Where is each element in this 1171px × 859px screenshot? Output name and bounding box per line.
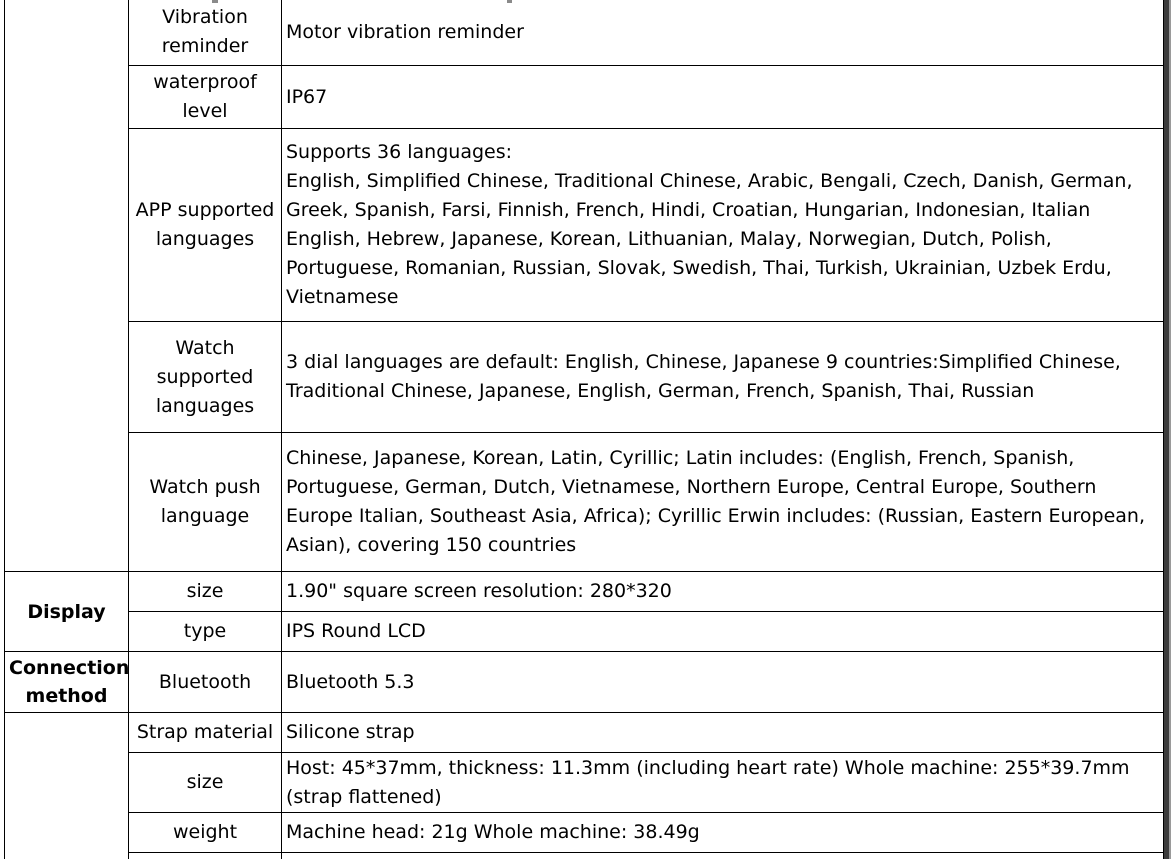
property-cell: Vibration reminder <box>129 0 282 66</box>
property-cell: waterproof level <box>129 66 282 129</box>
table-row <box>5 853 1164 859</box>
category-cell-connection: Connection method <box>5 652 129 713</box>
property-cell: type <box>129 612 282 652</box>
table-row <box>5 572 1164 612</box>
table-row <box>5 66 1164 129</box>
table-row <box>5 129 1164 322</box>
value-cell: Machine head: 21g Whole machine: 38.49g <box>282 813 1164 853</box>
value-cell: Motor vibration reminder <box>282 0 1164 66</box>
category-cell-physical <box>5 713 129 859</box>
table-row <box>5 0 1164 66</box>
property-cell: APP supported languages <box>129 129 282 322</box>
value-cell: IPS Round LCD <box>282 612 1164 652</box>
value-cell: 1.90" square screen resolution: 280*320 <box>282 572 1164 612</box>
property-cell: weight <box>129 813 282 853</box>
value-cell: IP67 <box>282 66 1164 129</box>
value-cell: Host: 45*37mm, thickness: 11.3mm (including heart rate) Whole machine: 255*39.7mm (strap flattened) <box>282 753 1164 813</box>
property-cell: Strap material <box>129 713 282 753</box>
property-cell: size <box>129 753 282 813</box>
table-row <box>5 753 1164 813</box>
table-row <box>5 433 1164 572</box>
value-cell: Supports 36 languages: English, Simplified Chinese, Traditional Chinese, Arabic, Bengali, Czech, Danish, German, Greek, Spanish, Farsi, Finnish, French, Hindi, Croatian, Hungarian, Indonesian, Italian English, Hebrew, Japanese, Korean, Lithuanian, Malay, Norwegian, Dutch, Polish, Portuguese, Romanian, Russian, Slovak, Swedish, Thai, Turkish, Ukrainian, Uzbek Erdu, Vietnamese <box>282 129 1164 322</box>
value-cell: Chinese, Japanese, Korean, Latin, Cyrillic; Latin includes: (English, French, Spanish, Portuguese, German, Dutch, Vietnamese, Northern Europe, Central Europe, Southern Europe Italian, Southeast Asia, Africa); Cyrillic Erwin includes: (Russian, Eastern European, Asian), covering 150 countries <box>282 433 1164 572</box>
table-row <box>5 713 1164 753</box>
value-cell: 3 dial languages are default: English, Chinese, Japanese 9 countries:Simplified Chinese, Traditional Chinese, Japanese, English, German, French, Spanish, Thai, Russian <box>282 322 1164 433</box>
value-cell <box>282 853 1164 859</box>
table-row <box>5 612 1164 652</box>
category-cell-display: Display <box>5 572 129 652</box>
value-cell: Bluetooth 5.3 <box>282 652 1164 713</box>
value-cell: Silicone strap <box>282 713 1164 753</box>
property-cell: size <box>129 572 282 612</box>
property-cell <box>129 853 282 859</box>
spec-table <box>4 0 1164 859</box>
category-cell-features <box>5 0 129 572</box>
table-row <box>5 652 1164 713</box>
table-row <box>5 322 1164 433</box>
property-cell: Bluetooth <box>129 652 282 713</box>
property-cell: Watch supported languages <box>129 322 282 433</box>
table-row <box>5 813 1164 853</box>
property-cell: Watch push language <box>129 433 282 572</box>
